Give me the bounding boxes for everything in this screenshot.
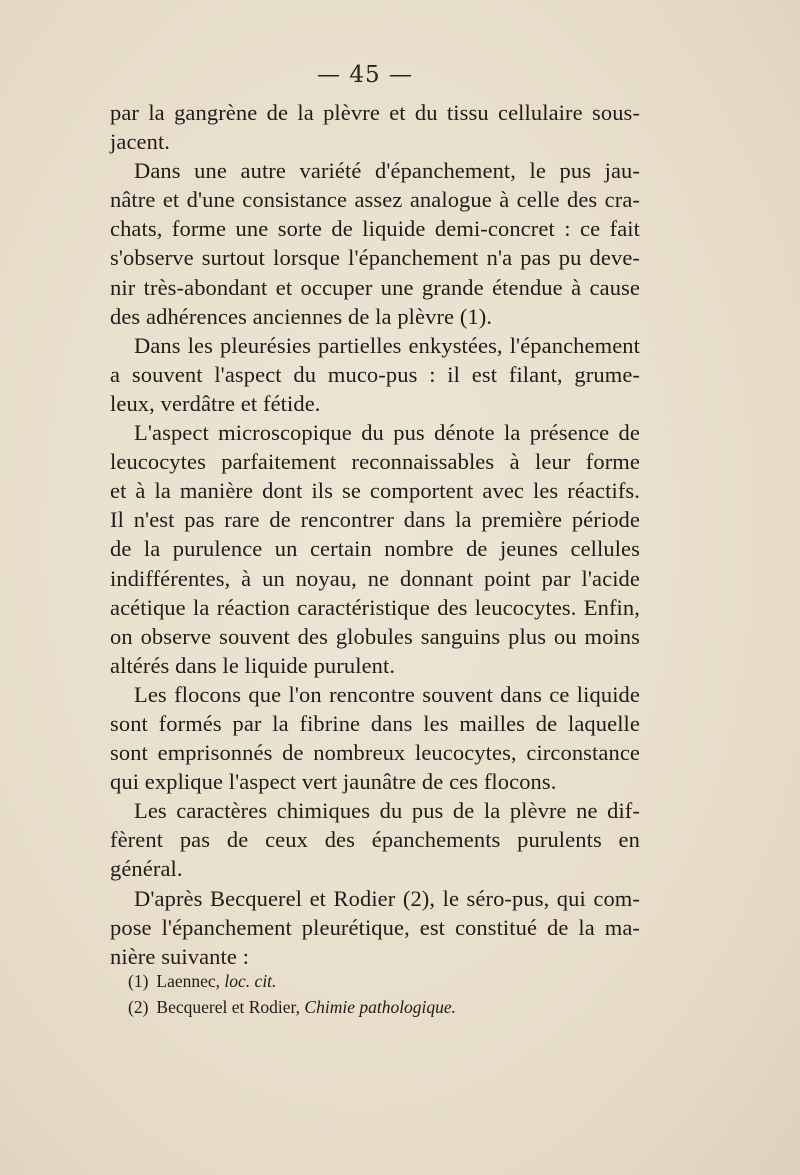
text-line: sont emprisonnés de nombreux leucocytes, circonstance bbox=[110, 740, 640, 766]
text-line: pose l'épanchement pleurétique, est constitué de la ma- bbox=[110, 914, 640, 940]
body-text bbox=[110, 98, 640, 971]
text-line: fèrent pas de ceux des épanchements purulents en bbox=[110, 827, 640, 853]
text-line: a souvent l'aspect du muco-pus : il est filant, grume- bbox=[110, 361, 640, 387]
text-line: Les flocons que l'on rencontre souvent dans ce liquide bbox=[134, 681, 640, 707]
text-line: on observe souvent des globules sanguins plus ou moins bbox=[110, 623, 640, 649]
text-line: s'observe surtout lorsque l'épanchement n'a pas pu deve- bbox=[110, 245, 640, 271]
text-line: de la purulence un certain nombre de jeunes cellules bbox=[110, 536, 640, 562]
text-line: par la gangrène de la plèvre et du tissu cellulaire sous- bbox=[110, 100, 640, 125]
text-line: Il n'est pas rare de rencontrer dans la première période bbox=[110, 507, 640, 533]
footnote bbox=[128, 994, 456, 1020]
text-line: et à la manière dont ils se comportent avec les réactifs. bbox=[110, 478, 640, 504]
footnote-number: (2) bbox=[128, 997, 149, 1017]
text-line: jacent. bbox=[110, 129, 171, 155]
footnote-author: Becquerel et Rodier, bbox=[156, 997, 305, 1017]
text-line: altérés dans le liquide purulent. bbox=[110, 652, 396, 678]
footnote-number: (1) bbox=[128, 971, 149, 991]
text-line: des adhérences anciennes de la plèvre (1). bbox=[110, 303, 493, 329]
text-line: général. bbox=[110, 856, 183, 882]
page-number: — 45 — bbox=[317, 62, 413, 88]
text-line: nir très-abondant et occuper une grande étendue à cause bbox=[110, 274, 640, 300]
footnotes bbox=[128, 968, 456, 1020]
text-line: leux, verdâtre et fétide. bbox=[110, 390, 321, 416]
text-line: acétique la réaction caractéristique des leucocytes. Enfin, bbox=[110, 594, 640, 620]
text-line: chats, forme une sorte de liquide demi-concret : ce fait bbox=[110, 216, 640, 242]
text-line: qui explique l'aspect vert jaunâtre de ces flocons. bbox=[110, 769, 557, 795]
text-line: nière suivante : bbox=[110, 943, 250, 969]
footnote-work: loc. cit. bbox=[224, 971, 277, 991]
text-line: leucocytes parfaitement reconnaissables à leur forme bbox=[110, 449, 640, 475]
text-line: nâtre et d'une consistance assez analogue à celle des cra- bbox=[110, 187, 640, 213]
text-line: D'après Becquerel et Rodier (2), le séro-pus, qui com- bbox=[134, 885, 640, 911]
text-line: indifférentes, à un noyau, ne donnant point par l'acide bbox=[110, 565, 640, 591]
text-line: Dans une autre variété d'épanchement, le pus jau- bbox=[134, 158, 640, 184]
text-line: Dans les pleurésies partielles enkystées, l'épanchement bbox=[134, 332, 640, 358]
footnote-work: Chimie pathologique. bbox=[304, 997, 457, 1017]
text-line: sont formés par la fibrine dans les mailles de laquelle bbox=[110, 710, 640, 736]
text-line: L'aspect microscopique du pus dénote la présence de bbox=[134, 420, 640, 446]
footnote-author: Laennec, bbox=[156, 971, 225, 991]
text-line: Les caractères chimiques du pus de la plèvre ne dif- bbox=[134, 798, 640, 824]
footnote bbox=[128, 968, 456, 994]
